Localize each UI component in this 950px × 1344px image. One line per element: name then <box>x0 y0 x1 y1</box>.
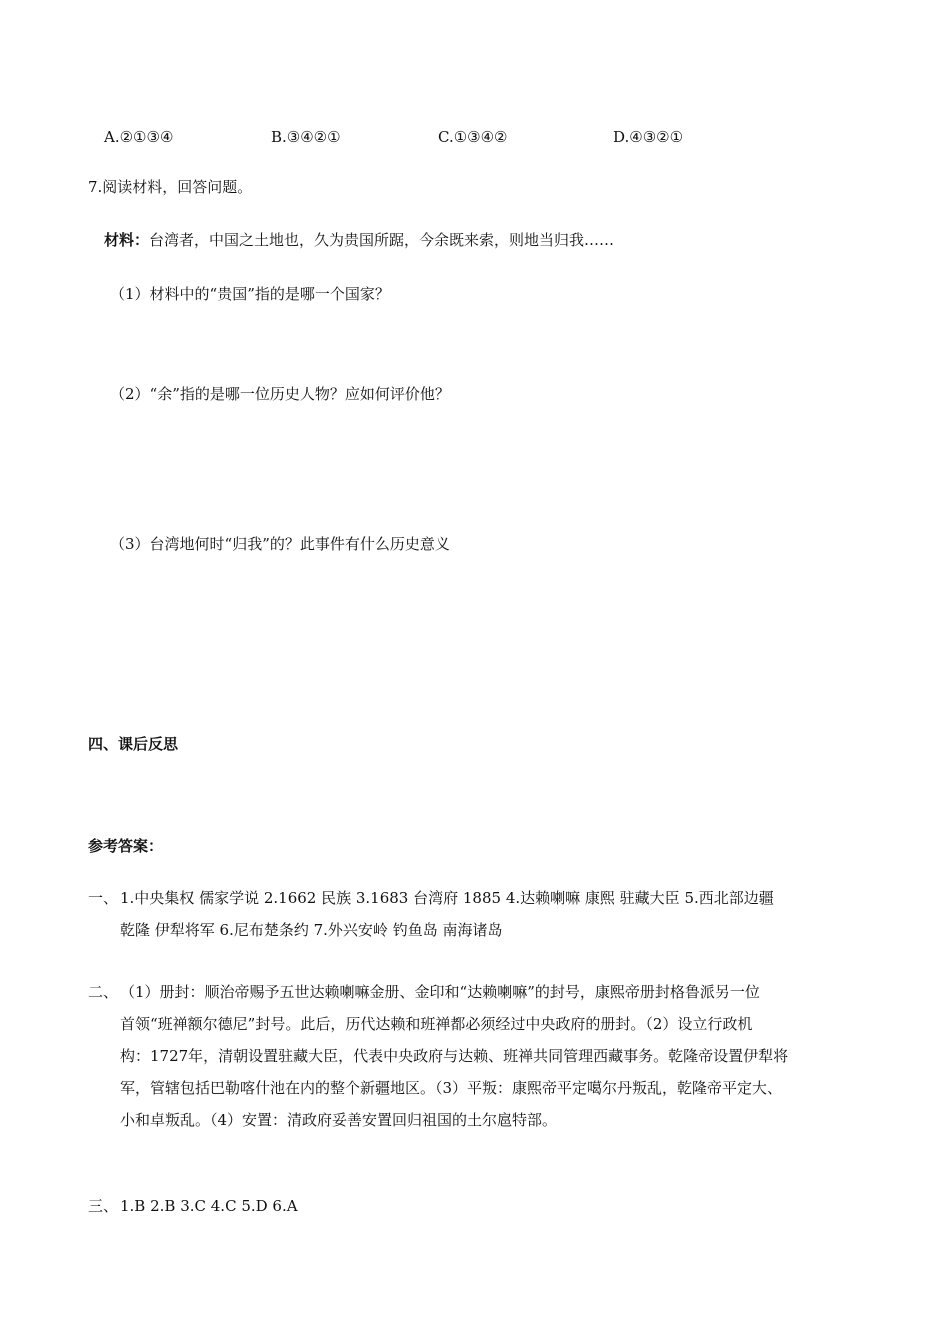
answers-part-1-line: 乾隆 伊犁将军 6.尼布楚条约 7.外兴安岭 钓鱼岛 南海诸岛 <box>120 921 503 939</box>
sub-question-3: （3）台湾地何时“归我”的？此事件有什么历史意义 <box>110 535 450 553</box>
answers-part-3 <box>88 1190 908 1222</box>
answers-part-2-line: 构：1727年，清朝设置驻藏大臣，代表中央政府与达赖、班禅共同管理西藏事务。乾隆帝设置伊犁将 <box>120 1047 789 1065</box>
sub-question-2: （2）“余”指的是哪一位历史人物？应如何评价他？ <box>110 385 450 403</box>
sub-question-1: （1）材料中的“贵国”指的是哪一个国家？ <box>110 285 390 303</box>
material-text: 台湾者，中国之土地也，久为贵国所踞，今余既来索，则地当归我…… <box>149 231 615 249</box>
answers-part-3-label: 三、 <box>88 1197 119 1215</box>
option-c: C.①③④② <box>438 128 508 146</box>
answers-part-2-line: 首领“班禅额尔德尼”封号。此后，历代达赖和班禅都必须经过中央政府的册封。（2）设立行政机 <box>120 1015 753 1033</box>
answers-part-2-line: 小和卓叛乱。（4）安置：清政府妥善安置回归祖国的土尔扈特部。 <box>120 1111 558 1129</box>
question-7-stem: 7.阅读材料，回答问题。 <box>88 178 253 196</box>
material-line <box>104 230 614 250</box>
answers-part-2-line: 军，管辖包括巴勒喀什池在内的整个新疆地区。（3）平叛：康熙帝平定噶尔丹叛乱，乾隆帝平定大、 <box>120 1079 783 1097</box>
material-label: 材料： <box>104 231 150 249</box>
answers-part-1 <box>88 882 908 946</box>
option-d: D.④③②① <box>613 128 684 146</box>
option-a: A.②①③④ <box>104 128 174 146</box>
option-b: B.③④②① <box>271 128 341 146</box>
answers-part-2-line: （1）册封：顺治帝赐予五世达赖喇嘛金册、金印和“达赖喇嘛”的封号，康熙帝册封格鲁派另一位 <box>120 983 760 1001</box>
answers-part-2 <box>88 976 908 1140</box>
section-4-title: 四、课后反思 <box>88 735 179 753</box>
answers-title: 参考答案： <box>88 837 164 855</box>
answers-part-3-text: 1.B 2.B 3.C 4.C 5.D 6.A <box>120 1197 298 1215</box>
answers-part-2-label: 二、 <box>88 983 119 1001</box>
answers-part-1-line: 1.中央集权 儒家学说 2.1662 民族 3.1683 台湾府 1885 4.达赖喇嘛 康熙 驻藏大臣 5.西北部边疆 <box>120 889 774 907</box>
answers-part-1-label: 一、 <box>88 889 119 907</box>
